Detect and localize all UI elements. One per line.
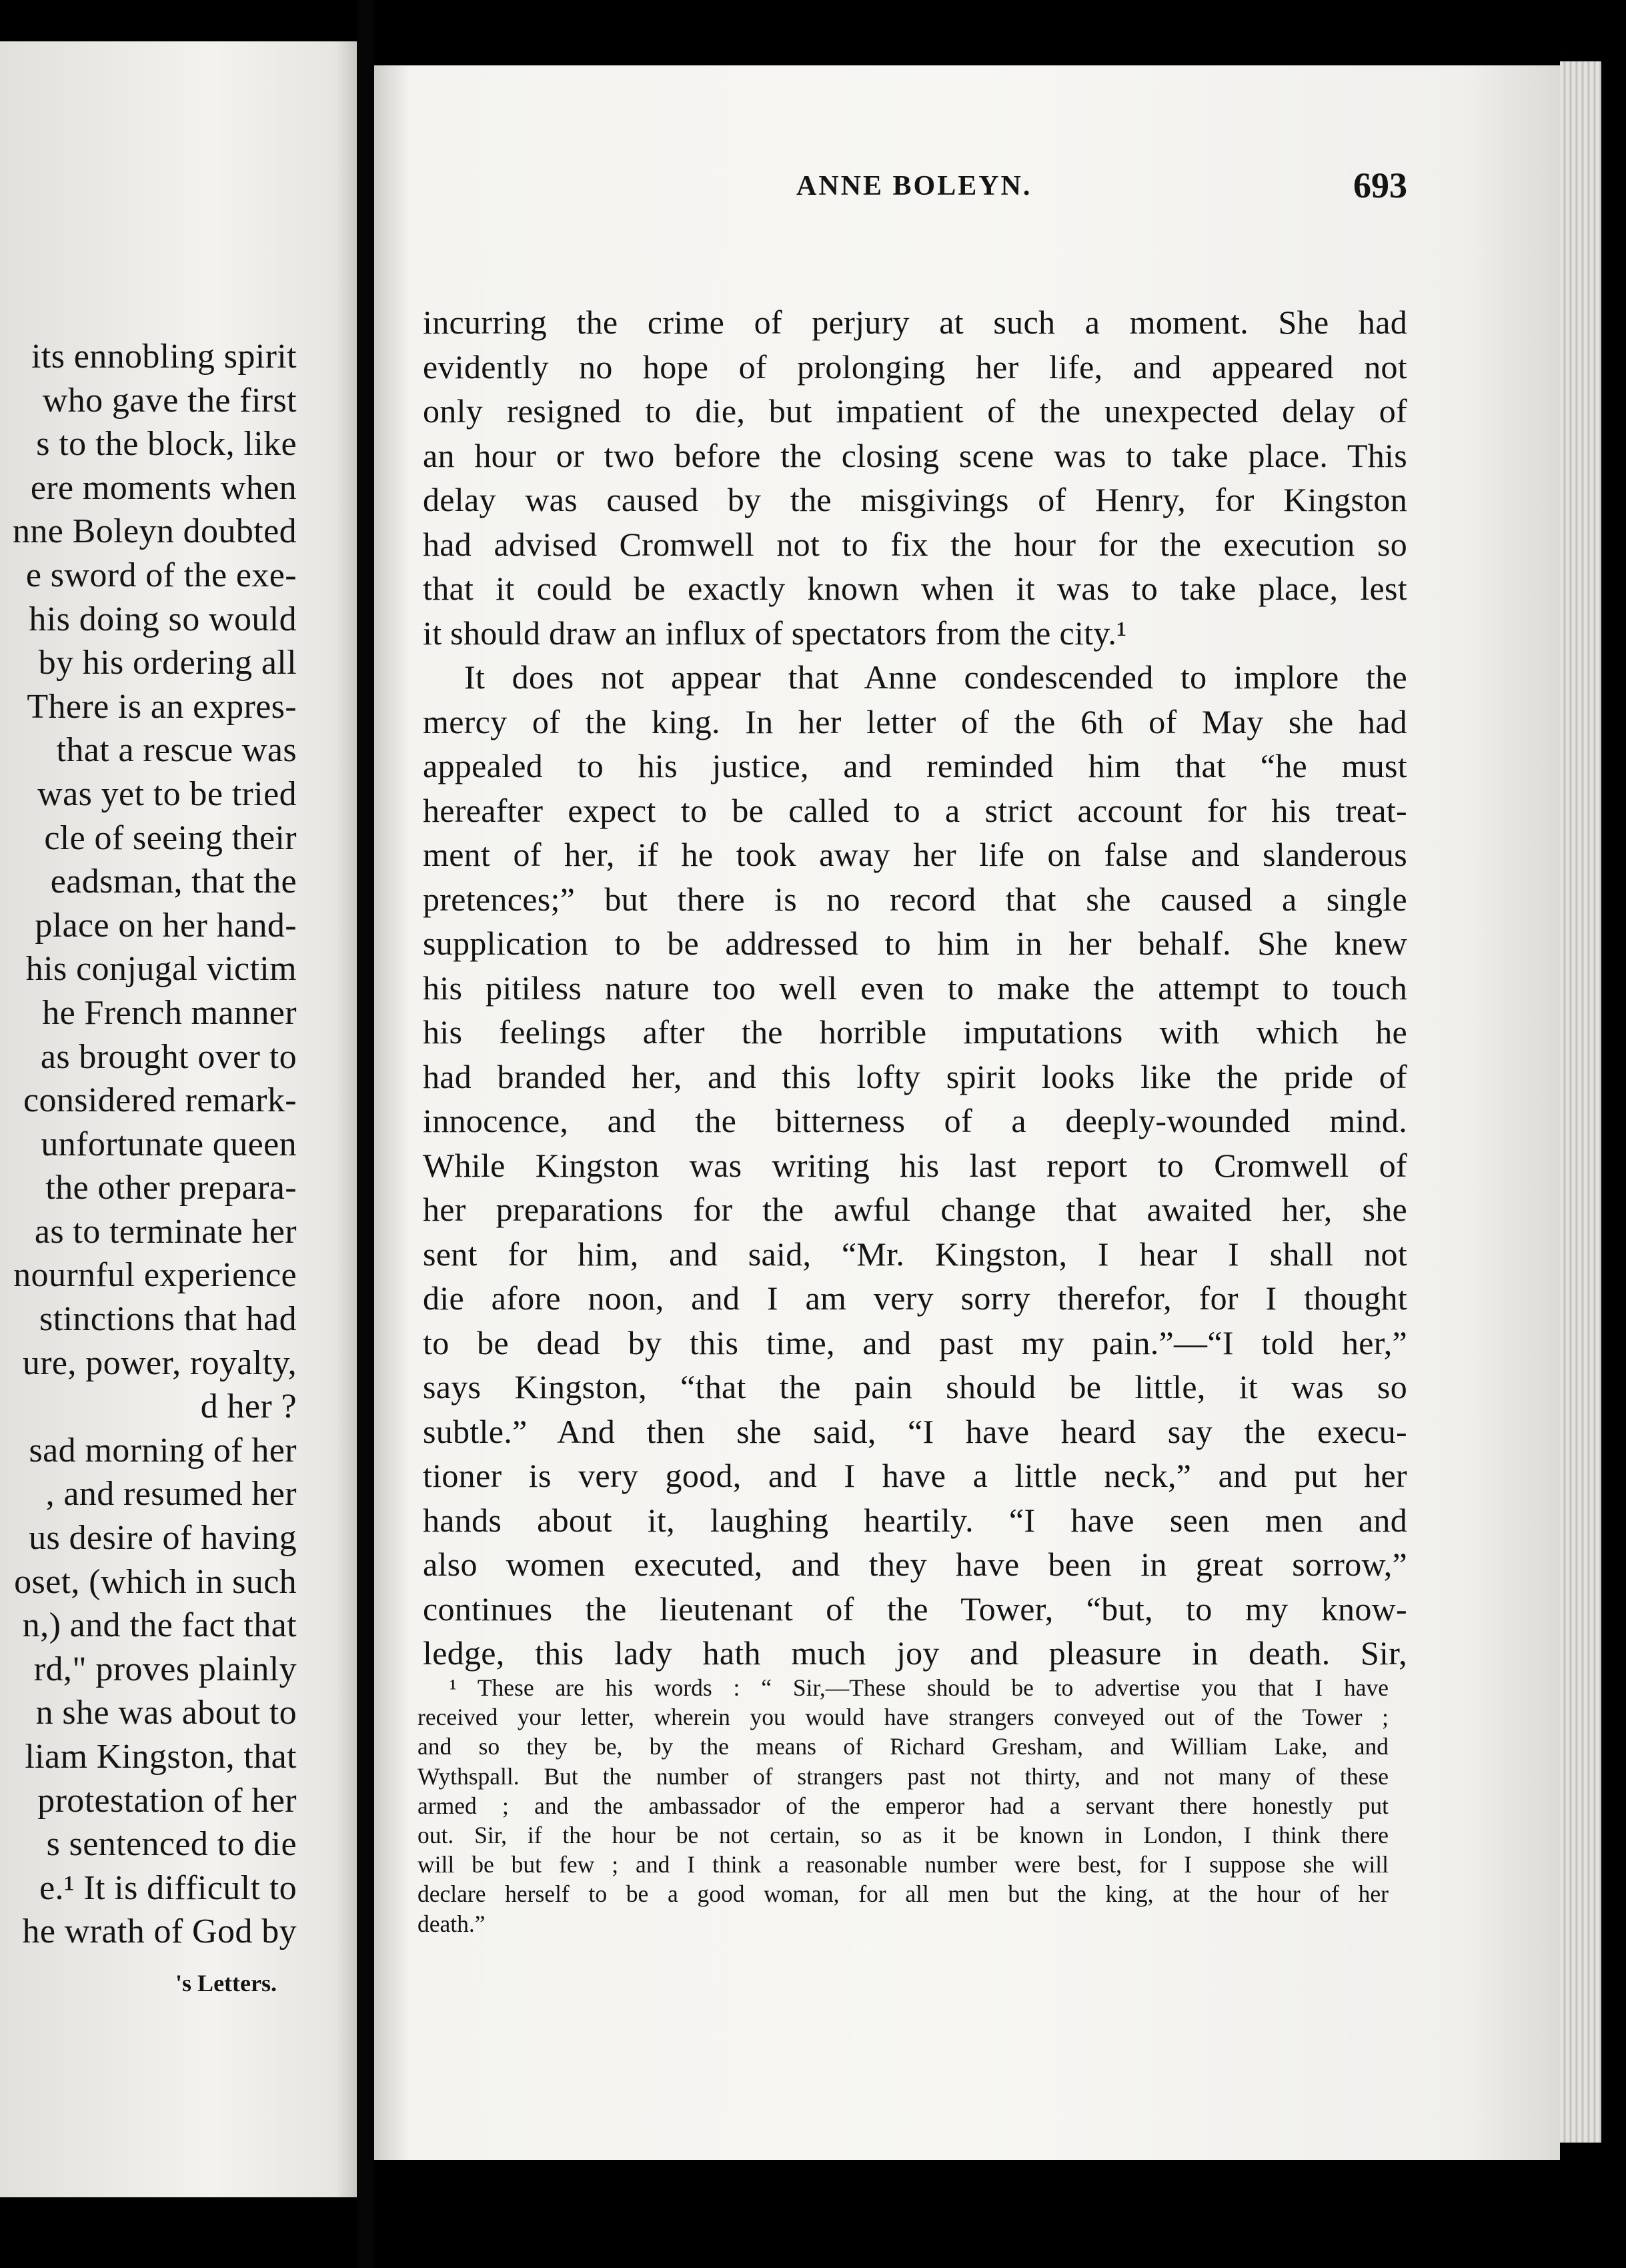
body-line: an hour or two before the closing scene was to take place. This: [423, 436, 1407, 474]
left-page: [0, 41, 357, 2197]
footnote-line: declare herself to be a good woman, for all men but the king, at the hour of her: [418, 1880, 1389, 1908]
left-page-line: ere moments when: [30, 468, 297, 507]
left-page-line: eadsman, that the: [50, 863, 297, 901]
left-page-text: [0, 335, 297, 1954]
left-page-line: d her ?: [200, 1387, 297, 1426]
left-page-line: place on her hand-: [35, 906, 297, 945]
footnote: [418, 1673, 1389, 1938]
left-page-line: considered remark-: [23, 1081, 297, 1120]
footnote-line: Wythspall. But the number of strangers past not thirty, and not many of these: [418, 1762, 1389, 1790]
left-page-line: as to terminate her: [34, 1212, 297, 1251]
body-line: also women executed, and they have been in great sorrow,”: [423, 1546, 1407, 1583]
body-line: only resigned to die, but impatient of the unexpected delay of: [423, 392, 1407, 430]
left-page-line: e sword of the exe-: [25, 556, 297, 594]
body-line: mercy of the king. In her letter of the 6th of May she had: [423, 702, 1407, 740]
left-page-line: s to the block, like: [36, 425, 297, 464]
left-page-line: oset, (which in such: [14, 1562, 297, 1601]
footnote-line: out. Sir, if the hour be not certain, so as it be known in London, I think there: [418, 1821, 1389, 1848]
body-line: it should draw an influx of spectators from the city.¹: [423, 614, 1127, 652]
body-line: die afore noon, and I am very sorry therefor, for I thought: [423, 1279, 1407, 1317]
body-line: to be dead by this time, and past my pain.”—“I told her,”: [423, 1323, 1407, 1361]
left-page-line: nne Boleyn doubted: [12, 512, 297, 551]
body-line: his pitiless nature too well even to make the attempt to touch: [423, 969, 1407, 1007]
left-page-line: his doing so would: [29, 600, 297, 638]
body-line: hands about it, laughing heartily. “I have seen men and: [423, 1501, 1407, 1539]
left-page-line: stinctions that had: [39, 1300, 297, 1339]
left-page-line: e.¹ It is difficult to: [39, 1868, 297, 1907]
body-line: ledge, this lady hath much joy and pleasure in death. Sir,: [423, 1634, 1407, 1672]
body-line: says Kingston, “that the pain should be little, it was so: [423, 1368, 1407, 1405]
book-gutter: [357, 0, 374, 2268]
left-page-line: his conjugal victim: [25, 950, 297, 989]
body-line: hereafter expect to be called to a strict account for his treat-: [423, 791, 1407, 829]
left-page-line: us desire of having: [29, 1519, 297, 1558]
body-line: her preparations for the awful change that awaited her, she: [423, 1191, 1407, 1228]
body-line: It does not appear that Anne condescended to implore the: [464, 658, 1407, 696]
body-line: had branded her, and this lofty spirit looks like the pride of: [423, 1057, 1407, 1095]
body-line: evidently no hope of prolonging her life, and appeared not: [423, 348, 1407, 386]
left-page-line: liam Kingston, that: [25, 1738, 297, 1776]
left-page-line: cle of seeing their: [44, 818, 297, 857]
left-page-line: There is an expres-: [27, 687, 297, 726]
body-line: sent for him, and said, “Mr. Kingston, I hear I shall not: [423, 1235, 1407, 1273]
left-page-line: sad morning of her: [29, 1431, 297, 1470]
left-page-line: as brought over to: [40, 1037, 297, 1076]
left-page-line: he wrath of God by: [22, 1912, 297, 1951]
left-page-line: s sentenced to die: [46, 1825, 297, 1864]
footnote-line: ¹ These are his words : “ Sir,—These should be to advertise you that I have: [450, 1674, 1389, 1701]
footnote-line: death.”: [418, 1910, 486, 1937]
left-page-line: , and resumed her: [45, 1475, 297, 1514]
left-page-line: n,) and the fact that: [22, 1606, 297, 1645]
body-line: subtle.” And then she said, “I have heard say the execu-: [423, 1412, 1407, 1450]
left-page-line: protestation of her: [37, 1781, 297, 1820]
body-line: pretences;” but there is no record that she caused a single: [423, 880, 1407, 918]
footnote-line: and so they be, by the means of Richard Gresham, and William Lake, and: [418, 1733, 1389, 1760]
left-page-line: by his ordering all: [38, 644, 297, 682]
body-line: continues the lieutenant of the Tower, “but, to my know-: [423, 1590, 1407, 1628]
body-line: ment of her, if he took away her life on false and slanderous: [423, 836, 1407, 873]
left-page-line: rd," proves plainly: [33, 1650, 297, 1688]
running-title: ANNE BOLEYN.: [796, 171, 1032, 201]
body-line: appealed to his justice, and reminded him that “he must: [423, 747, 1407, 784]
footnote-line: will be but few ; and I think a reasonable number were best, for I suppose she will: [418, 1851, 1389, 1878]
body-text: [423, 300, 1407, 1676]
page-number: 693: [1353, 165, 1407, 205]
body-line: that it could be exactly known when it was to take place, lest: [423, 570, 1407, 607]
left-page-line: he French manner: [42, 993, 297, 1032]
left-page-footnote: 's Letters.: [175, 1970, 277, 1997]
body-line: incurring the crime of perjury at such a moment. She had: [423, 304, 1407, 341]
left-page-line: the other prepara-: [45, 1169, 297, 1207]
footnote-line: armed ; and the ambassador of the emperor had a servant there honestly put: [418, 1792, 1389, 1819]
left-page-line: who gave the first: [42, 381, 297, 420]
left-page-line: its ennobling spirit: [31, 338, 297, 376]
body-line: delay was caused by the misgivings of Henry, for Kingston: [423, 481, 1407, 518]
body-line: innocence, and the bitterness of a deeply-wounded mind.: [423, 1102, 1407, 1139]
body-line: tioner is very good, and I have a little neck,” and put her: [423, 1457, 1407, 1494]
left-page-line: unfortunate queen: [41, 1125, 297, 1163]
body-line: supplication to be addressed to him in her behalf. She knew: [423, 925, 1407, 962]
left-page-line: ure, power, royalty,: [22, 1343, 297, 1382]
running-head: [423, 165, 1407, 223]
left-page-line: n she was about to: [35, 1694, 297, 1732]
left-page-line: nournful experience: [13, 1256, 297, 1295]
body-line: his feelings after the horrible imputations with which he: [423, 1013, 1407, 1051]
page-edges: [1560, 61, 1601, 2143]
body-line: had advised Cromwell not to fix the hour for the execution so: [423, 525, 1407, 563]
left-page-line: was yet to be tried: [37, 774, 297, 813]
footnote-line: received your letter, wherein you would have strangers conveyed out of the Tower ;: [418, 1704, 1389, 1731]
left-page-line: that a rescue was: [56, 731, 297, 770]
body-line: While Kingston was writing his last report to Cromwell of: [423, 1146, 1407, 1184]
